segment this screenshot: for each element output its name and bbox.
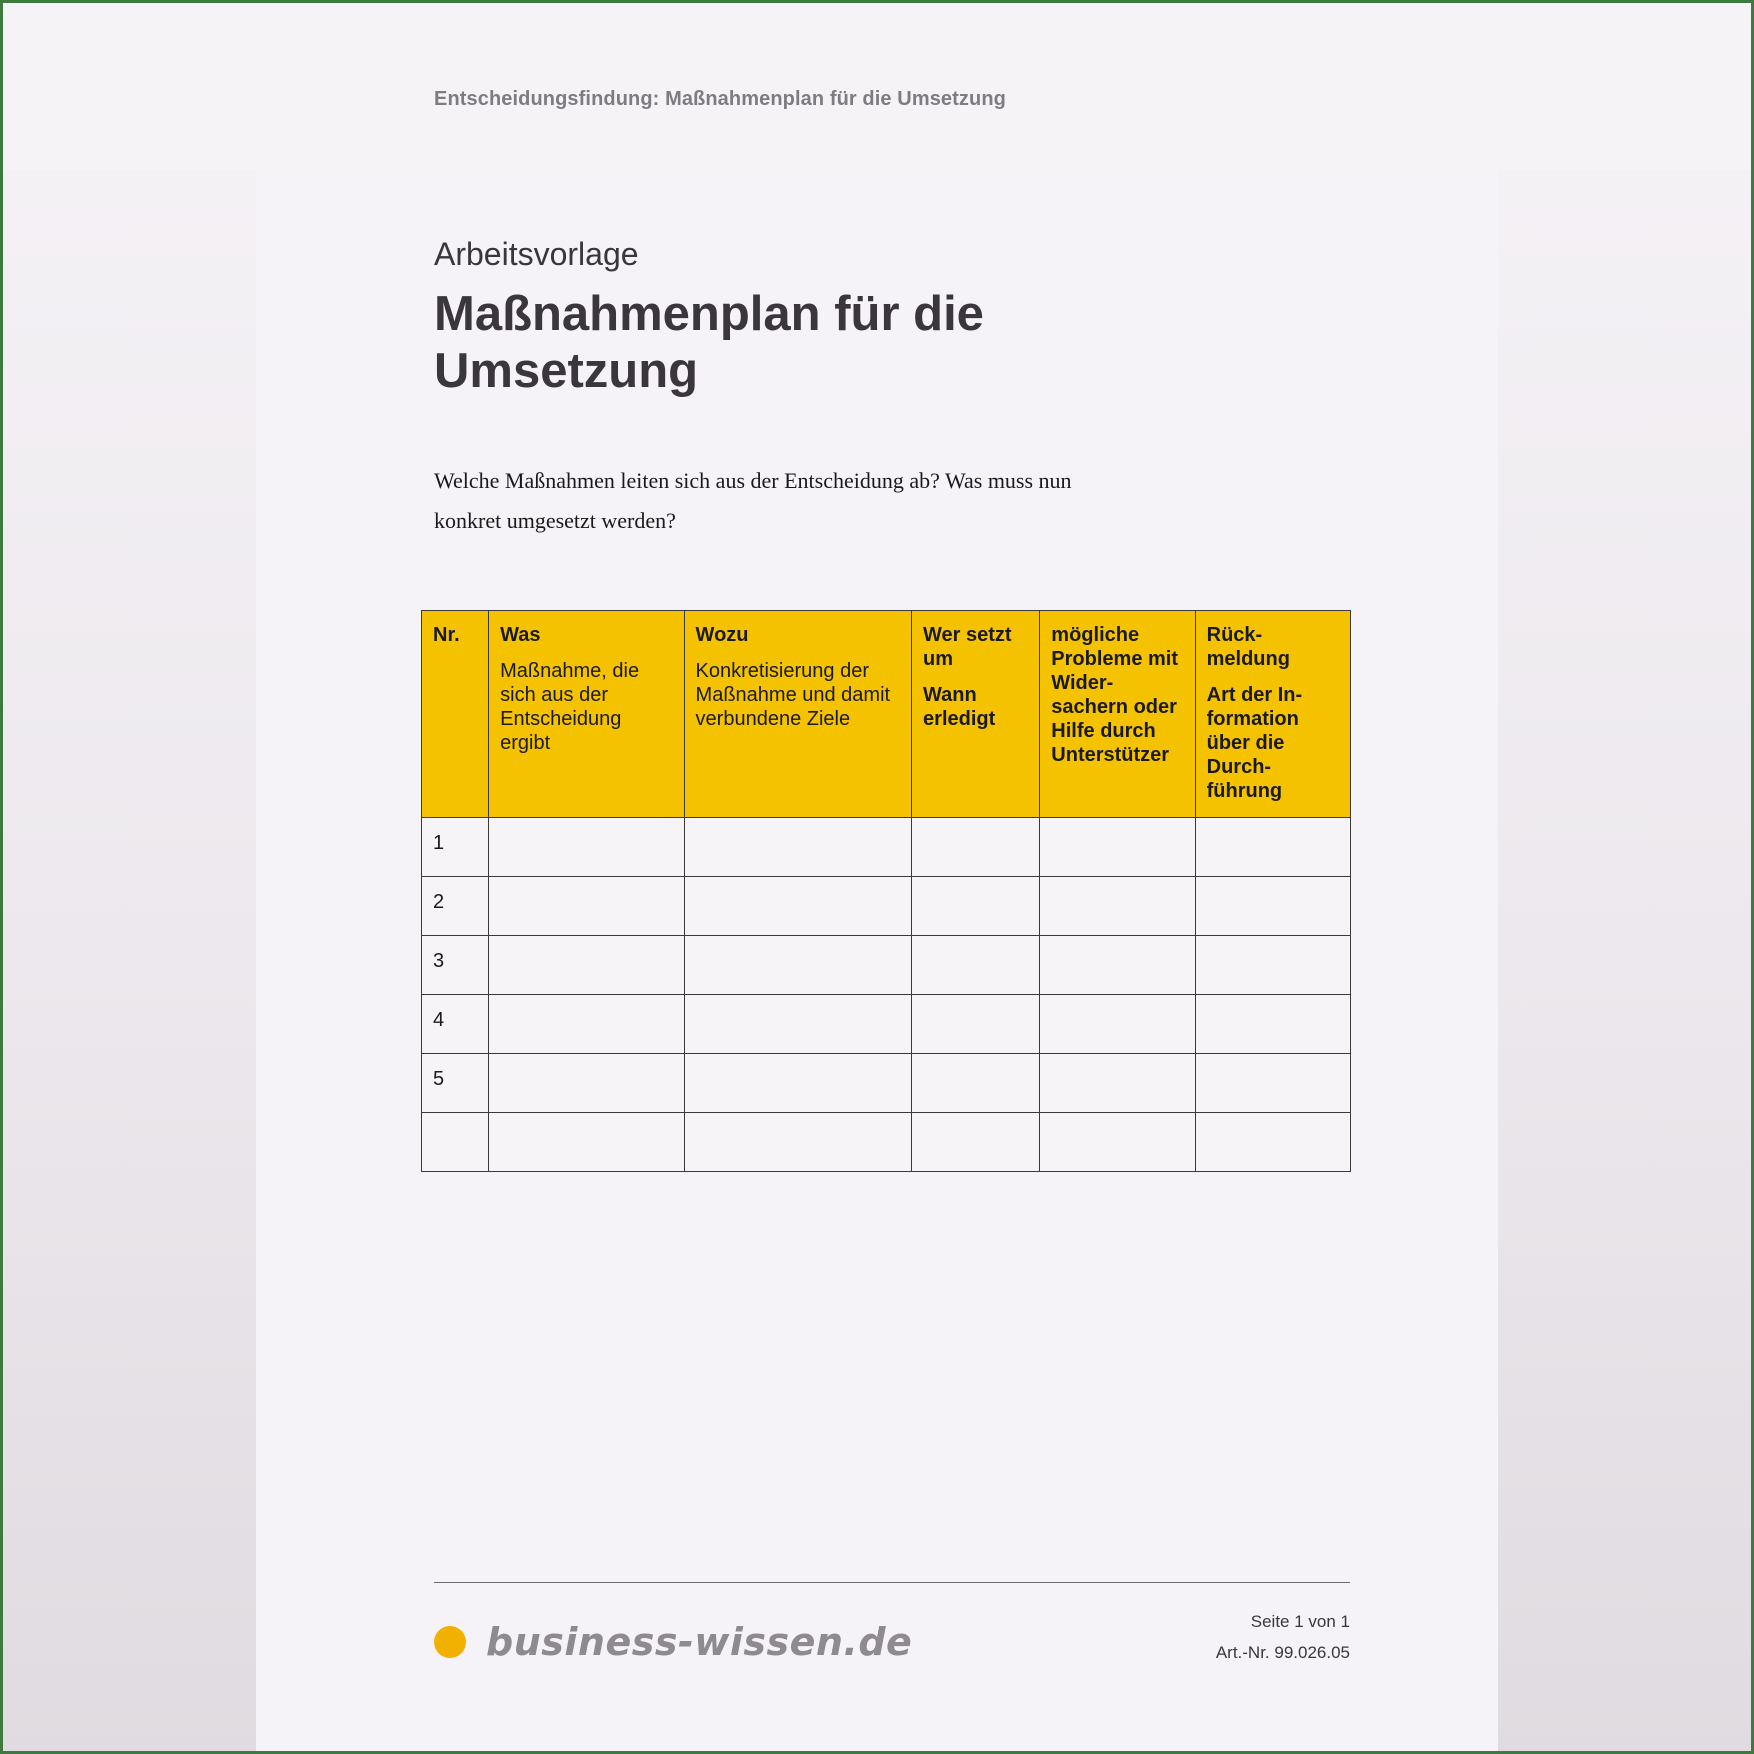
header-was-description	[500, 659, 673, 755]
header-was-sub-line: ergibt	[500, 732, 551, 754]
entry-cell[interactable]	[1040, 995, 1195, 1054]
header-was-title: Was	[500, 624, 541, 646]
header-rueckmeldung	[1195, 611, 1350, 818]
header-rueckmeldung-sub-line: formation	[1206, 708, 1299, 730]
page-top-area	[0, 0, 1754, 170]
table-row	[422, 995, 1351, 1054]
header-probleme-line: Probleme mit	[1051, 648, 1178, 670]
header-wann-title	[923, 683, 1029, 731]
header-probleme-title	[1051, 623, 1184, 767]
header-rueckmeldung-line: meldung	[1206, 648, 1290, 670]
running-header: Entscheidungsfindung: Maßnahmenplan für die Umsetzung	[434, 88, 1006, 110]
header-probleme	[1040, 611, 1195, 818]
intro-text	[434, 461, 1134, 541]
header-wozu-title: Wozu	[695, 624, 749, 646]
entry-cell[interactable]	[912, 1054, 1040, 1113]
row-number-cell	[422, 995, 489, 1054]
entry-cell[interactable]	[489, 995, 684, 1054]
row-number-cell	[422, 1054, 489, 1113]
table-row	[422, 1113, 1351, 1172]
header-wer-title	[923, 623, 1029, 671]
logo-text: business-wissen.de	[486, 1620, 913, 1664]
header-wer-title-line: Wer setzt	[923, 624, 1012, 646]
entry-cell[interactable]	[1195, 877, 1350, 936]
entry-cell[interactable]	[684, 936, 911, 995]
header-rueckmeldung-sub-line: Art der In-	[1206, 684, 1303, 706]
table-row	[422, 818, 1351, 877]
header-was	[489, 611, 684, 818]
table-header-row	[422, 611, 1351, 818]
footer-divider	[434, 1582, 1350, 1583]
table-row	[422, 936, 1351, 995]
entry-cell[interactable]	[1195, 818, 1350, 877]
row-number: 4	[433, 1009, 445, 1031]
entry-cell[interactable]	[912, 995, 1040, 1054]
row-number	[422, 1113, 488, 1127]
header-wozu-sub-line: Konkretisierung der	[695, 660, 869, 682]
entry-cell[interactable]	[489, 936, 684, 995]
header-probleme-line: Hilfe durch	[1051, 720, 1156, 742]
row-number: 2	[433, 891, 445, 913]
header-rueckmeldung-sub-line: Durch-	[1206, 756, 1272, 778]
footer-meta	[1216, 1606, 1350, 1668]
entry-cell[interactable]	[912, 936, 1040, 995]
row-number: 5	[433, 1068, 445, 1090]
header-was-sub-line: sich aus der	[500, 684, 608, 706]
header-rueckmeldung-sub-line: führung	[1206, 780, 1283, 802]
header-wozu-sub-line: Maßnahme und damit	[695, 684, 891, 706]
header-rueckmeldung-sub-line: über die	[1206, 732, 1285, 754]
header-wer-title-line: um	[923, 648, 954, 670]
header-was-sub-line: Entscheidung	[500, 708, 622, 730]
header-nr	[422, 611, 489, 818]
header-wer	[912, 611, 1040, 818]
logo-dot-icon	[434, 1626, 466, 1658]
entry-cell[interactable]	[912, 818, 1040, 877]
header-probleme-line: mögliche	[1051, 624, 1140, 646]
article-number: Art.-Nr. 99.026.05	[1215, 1643, 1350, 1662]
action-plan-table	[421, 610, 1351, 1172]
entry-cell[interactable]	[912, 1113, 1040, 1172]
header-wozu-sub-line: verbundene Ziele	[695, 708, 851, 730]
entry-cell[interactable]	[1040, 1113, 1195, 1172]
entry-cell[interactable]	[489, 818, 684, 877]
entry-cell[interactable]	[489, 1054, 684, 1113]
row-number-cell	[422, 877, 489, 936]
header-wozu-description	[696, 659, 901, 731]
entry-cell[interactable]	[684, 818, 911, 877]
entry-cell[interactable]	[489, 877, 684, 936]
row-number: 1	[433, 832, 445, 854]
entry-cell[interactable]	[684, 1113, 911, 1172]
header-wann-line: erledigt	[923, 708, 996, 730]
entry-cell[interactable]	[684, 1054, 911, 1113]
row-number: 3	[433, 950, 445, 972]
entry-cell[interactable]	[1040, 877, 1195, 936]
row-number-cell	[422, 936, 489, 995]
header-rueckmeldung-title	[1207, 623, 1340, 671]
header-probleme-line: Wider-	[1051, 672, 1114, 694]
header-was-sub-line: Maßnahme, die	[500, 660, 640, 682]
entry-cell[interactable]	[1195, 1054, 1350, 1113]
entry-cell[interactable]	[1195, 995, 1350, 1054]
header-wozu	[684, 611, 911, 818]
table-row	[422, 1054, 1351, 1113]
entry-cell[interactable]	[1195, 1113, 1350, 1172]
entry-cell[interactable]	[1040, 818, 1195, 877]
intro-line-2: konkret umgesetzt werden?	[434, 508, 676, 533]
entry-cell[interactable]	[1195, 936, 1350, 995]
entry-cell[interactable]	[489, 1113, 684, 1172]
header-rueckmeldung-line: Rück-	[1206, 624, 1263, 646]
header-nr-title: Nr.	[433, 624, 460, 646]
page-number: Seite 1 von 1	[1250, 1612, 1350, 1631]
entry-cell[interactable]	[912, 877, 1040, 936]
title-line-2: Umsetzung	[434, 344, 699, 398]
header-wann-line: Wann	[923, 684, 977, 706]
entry-cell[interactable]	[1040, 1054, 1195, 1113]
brand-logo[interactable]	[434, 1620, 912, 1664]
table-row	[422, 877, 1351, 936]
document-title	[434, 286, 1234, 400]
header-rueckmeldung-description	[1207, 683, 1340, 803]
row-number-cell	[422, 818, 489, 877]
document-kicker: Arbeitsvorlage	[434, 236, 639, 272]
intro-line-1: Welche Maßnahmen leiten sich aus der Entscheidung ab? Was muss nun	[434, 468, 1072, 493]
header-probleme-line: sachern oder	[1051, 696, 1177, 718]
title-line-1: Maßnahmenplan für die	[434, 287, 984, 341]
entry-cell[interactable]	[684, 877, 911, 936]
entry-cell[interactable]	[684, 995, 911, 1054]
entry-cell[interactable]	[1040, 936, 1195, 995]
header-probleme-line: Unterstützer	[1051, 744, 1170, 766]
row-number-cell	[422, 1113, 489, 1172]
